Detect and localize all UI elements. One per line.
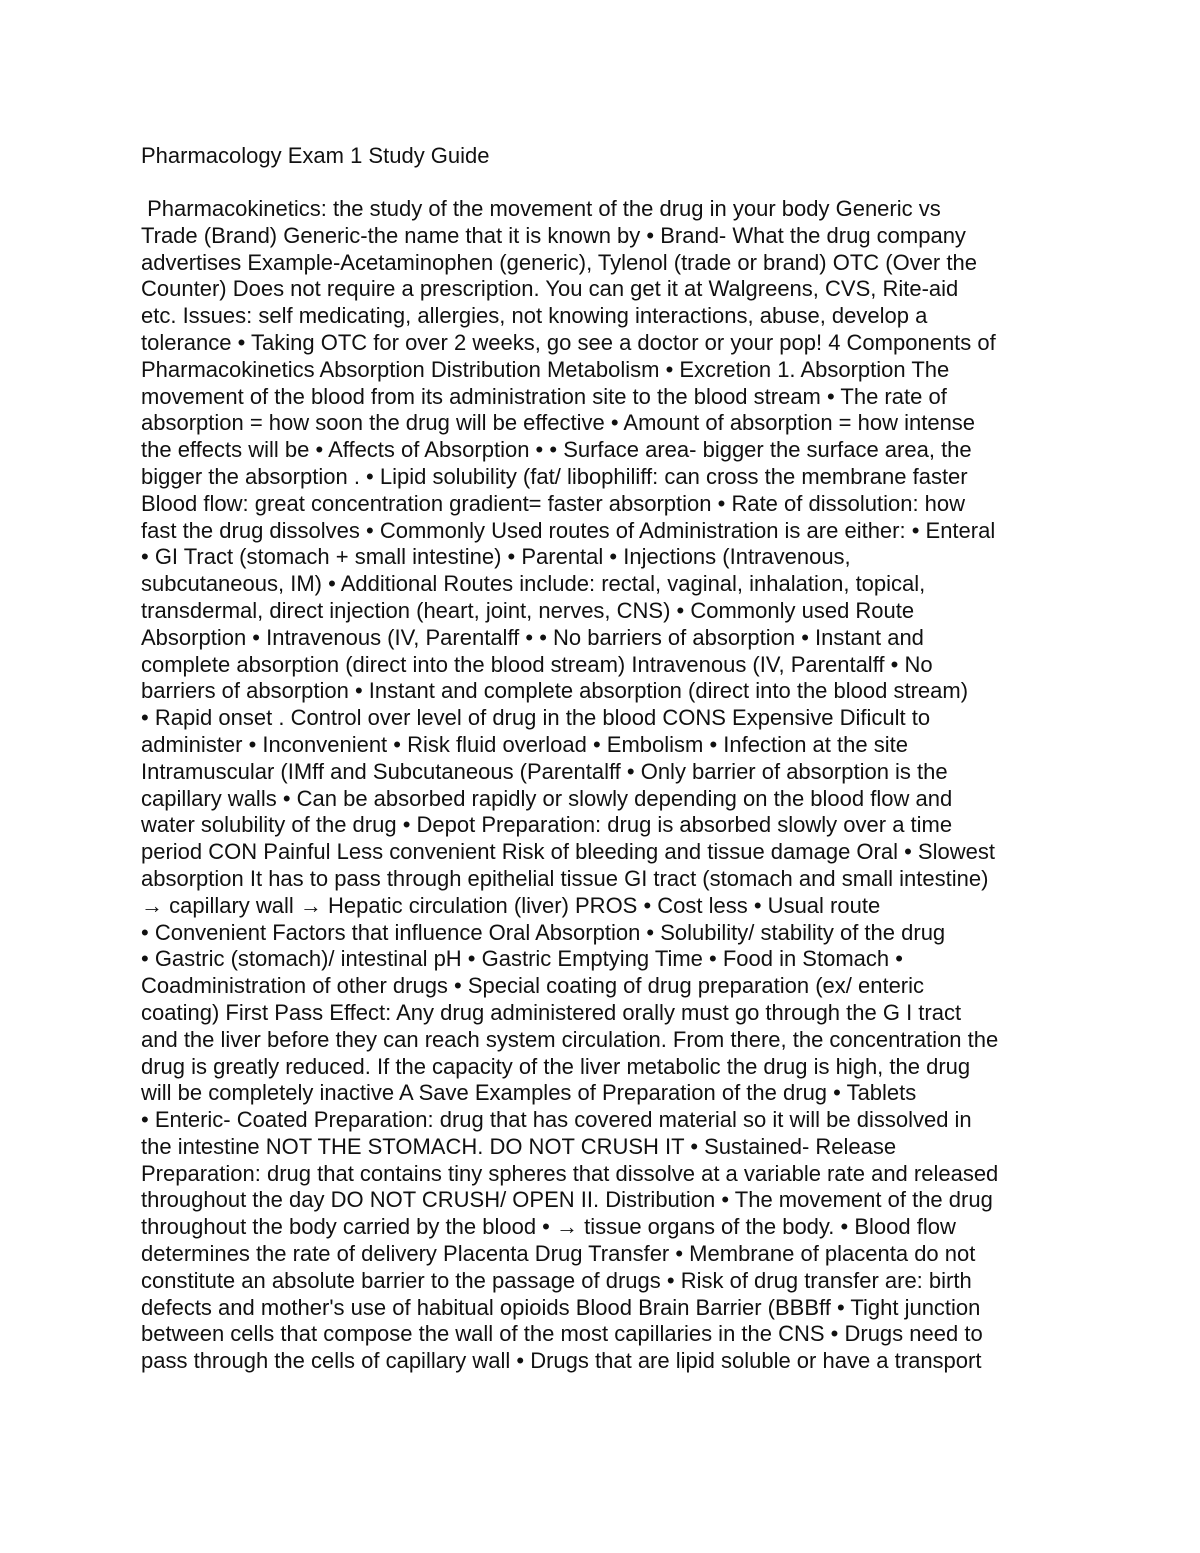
body-text-line: capillary walls • Can be absorbed rapidly or slowly depending on the blood flow and	[141, 785, 953, 811]
body-text-line: Preparation: drug that contains tiny spheres that dissolve at a variable rate and released	[141, 1160, 999, 1186]
body-text-line: • Gastric (stomach)/ intestinal pH • Gastric Emptying Time • Food in Stomach •	[141, 946, 903, 972]
body-text-line: • Enteric- Coated Preparation: drug that has covered material so it will be dissolved in	[141, 1107, 972, 1133]
body-text-line: defects and mother's use of habitual opioids Blood Brain Barrier (BBBff • Tight junction	[141, 1294, 981, 1320]
body-text-line: will be completely inactive A Save Examples of Preparation of the drug • Tablets	[141, 1080, 917, 1106]
document-title: Pharmacology Exam 1 Study Guide	[141, 143, 490, 168]
body-text-line: between cells that compose the wall of the most capillaries in the CNS • Drugs need to	[141, 1321, 983, 1347]
body-text-line: complete absorption (direct into the blood stream) Intravenous (IV, Parentalff • No	[141, 651, 933, 677]
body-text-line: movement of the blood from its administration site to the blood stream • The rate of	[141, 383, 947, 409]
body-text-line: • Rapid onset . Control over level of drug in the blood CONS Expensive Dificult to	[141, 705, 931, 731]
document-body	[141, 196, 1071, 1375]
body-text-line: Trade (Brand) Generic-the name that it is known by • Brand- What the drug company	[141, 222, 966, 248]
body-text-line: transdermal, direct injection (heart, joint, nerves, CNS) • Commonly used Route	[141, 597, 915, 623]
body-text-line: Intramuscular (IMff and Subcutaneous (Parentalff • Only barrier of absorption is the	[141, 758, 948, 784]
body-text-line: period CON Painful Less convenient Risk of bleeding and tissue damage Oral • Slowest	[141, 839, 995, 865]
body-text-line: Absorption • Intravenous (IV, Parentalff • • No barriers of absorption • Instant and	[141, 624, 924, 650]
body-text-line: Blood flow: great concentration gradient= faster absorption • Rate of dissolution: how	[141, 490, 966, 516]
body-text-line: the intestine NOT THE STOMACH. DO NOT CRUSH IT • Sustained- Release	[141, 1133, 897, 1159]
body-text-line: administer • Inconvenient • Risk fluid overload • Embolism • Infection at the site	[141, 731, 908, 757]
body-text-line: bigger the absorption . • Lipid solubility (fat/ libophiliff: can cross the membrane faster	[141, 463, 968, 489]
body-text-line: throughout the day DO NOT CRUSH/ OPEN II. Distribution • The movement of the drug	[141, 1187, 993, 1213]
body-text-line: • GI Tract (stomach + small intestine) • Parental • Injections (Intravenous,	[141, 544, 851, 570]
body-text-line: throughout the body carried by the blood • → tissue organs of the body. • Blood flow	[141, 1214, 956, 1240]
body-text-line: water solubility of the drug • Depot Preparation: drug is absorbed slowly over a time	[141, 812, 953, 838]
body-text-line: barriers of absorption • Instant and complete absorption (direct into the blood stream)	[141, 678, 969, 704]
body-text-line: fast the drug dissolves • Commonly Used routes of Administration is are either: • Enteral	[141, 517, 996, 543]
body-text-line: Pharmacokinetics Absorption Distribution Metabolism • Excretion 1. Absorption The	[141, 356, 950, 382]
body-text-line: advertises Example-Acetaminophen (generic), Tylenol (trade or brand) OTC (Over the	[141, 249, 977, 275]
body-text-line: determines the rate of delivery Placenta Drug Transfer • Membrane of placenta do not	[141, 1241, 976, 1267]
body-text-line: pass through the cells of capillary wall • Drugs that are lipid soluble or have a transport	[141, 1348, 982, 1374]
body-text-line: tolerance • Taking OTC for over 2 weeks, go see a doctor or your pop! 4 Components of	[141, 329, 996, 355]
body-text-line: Pharmacokinetics: the study of the movement of the drug in your body Generic vs	[141, 196, 941, 221]
body-text-line: • Convenient Factors that influence Oral Absorption • Solubility/ stability of the drug	[141, 919, 946, 945]
body-text-line: coating) First Pass Effect: Any drug administered orally must go through the G I tract	[141, 999, 962, 1025]
body-text-line: Coadministration of other drugs • Special coating of drug preparation (ex/ enteric	[141, 973, 925, 999]
body-text-line: drug is greatly reduced. If the capacity of the liver metabolic the drug is high, the drug	[141, 1053, 971, 1079]
body-text-line: → capillary wall → Hepatic circulation (liver) PROS • Cost less • Usual route	[141, 892, 881, 918]
body-text-line: and the liver before they can reach system circulation. From there, the concentration the	[141, 1026, 999, 1052]
body-text-line: constitute an absolute barrier to the passage of drugs • Risk of drug transfer are: birth	[141, 1267, 972, 1293]
body-text-line: subcutaneous, IM) • Additional Routes include: rectal, vaginal, inhalation, topical,	[141, 571, 926, 597]
body-text-line: the effects will be • Affects of Absorption • • Surface area- bigger the surface area, the	[141, 437, 972, 463]
body-text-line: absorption It has to pass through epithelial tissue GI tract (stomach and small intestine)	[141, 865, 989, 891]
body-text-line: absorption = how soon the drug will be effective • Amount of absorption = how intense	[141, 410, 976, 436]
body-text-line: Counter) Does not require a prescription. You can get it at Walgreens, CVS, Rite-aid	[141, 276, 959, 302]
body-text-line: etc. Issues: self medicating, allergies, not knowing interactions, abuse, develop a	[141, 303, 928, 329]
